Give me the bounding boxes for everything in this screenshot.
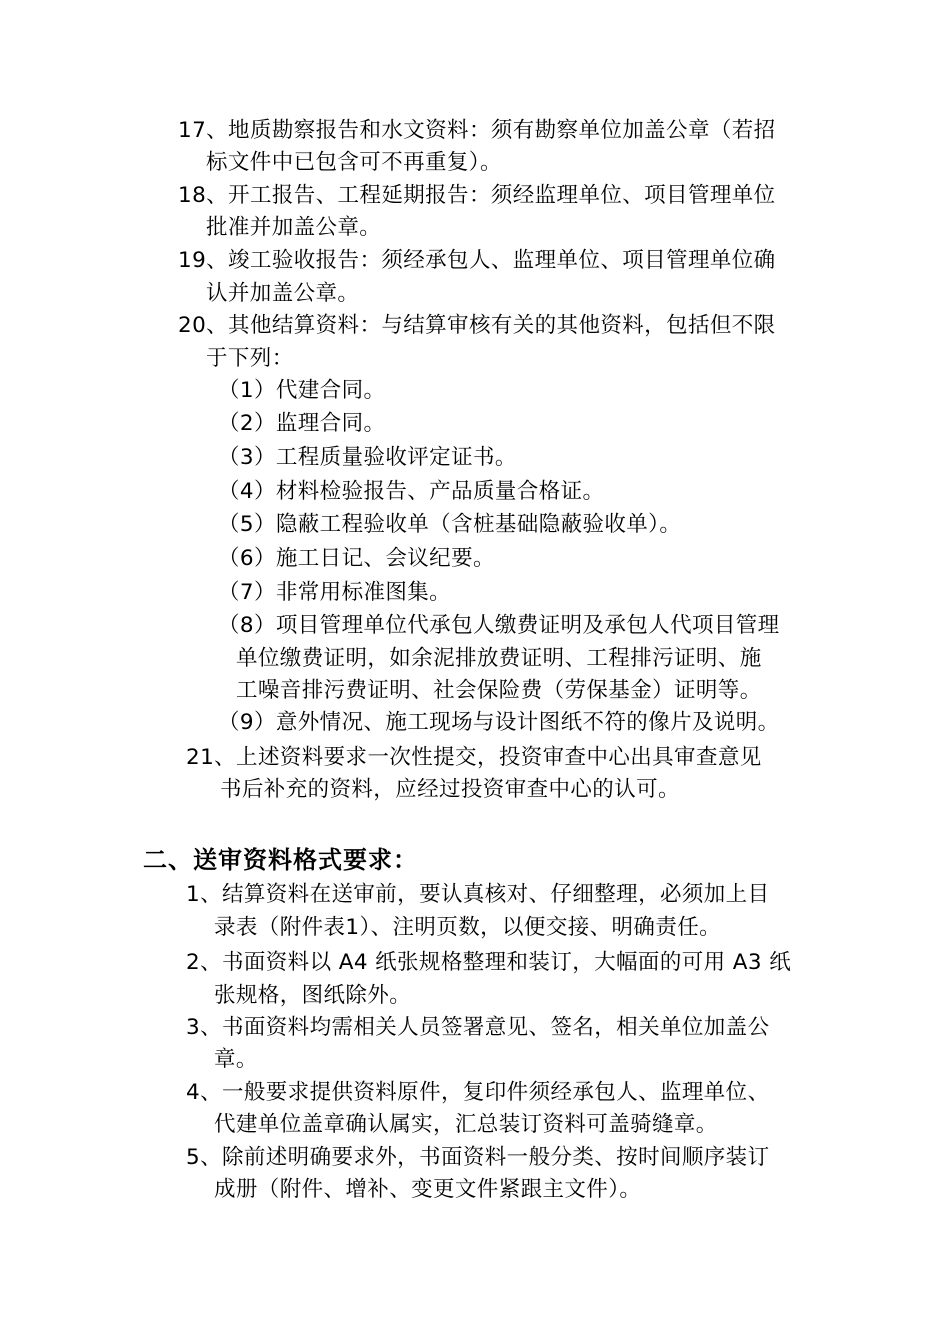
section-2-item-1-line-1: 1、结算资料在送审前，要认真核对、仔细整理，必须加上目 [186,882,770,907]
item-20-sub-9: （9）意外情况、施工现场与设计图纸不符的像片及说明。 [218,710,780,735]
section-2-item-4-line-1: 4、一般要求提供资料原件，复印件须经承包人、监理单位、 [186,1080,770,1105]
item-19-line-2: 认并加盖公章。 [206,281,360,306]
item-18-line-1: 18、开工报告、工程延期报告：须经监理单位、项目管理单位 [178,183,776,208]
item-20-sub-1: （1）代建合同。 [218,378,386,403]
section-2-heading: 二、送审资料格式要求： [143,846,418,874]
item-20-sub-5: （5）隐蔽工程验收单（含桩基础隐蔽验收单）。 [218,512,682,537]
section-2-item-1-line-2: 录表（附件表1）、注明页数，以便交接、明确责任。 [214,915,722,940]
section-2-item-5-line-1: 5、除前述明确要求外，书面资料一般分类、按时间顺序装订 [186,1145,770,1170]
item-20-line-2: 于下列： [206,346,294,371]
item-20-sub-3: （3）工程质量验收评定证书。 [218,445,517,470]
section-2-item-4-line-2: 代建单位盖章确认属实，汇总装订资料可盖骑缝章。 [214,1112,718,1137]
section-2-item-2-line-2: 张规格，图纸除外。 [214,983,412,1008]
item-20-sub-6: （6）施工日记、会议纪要。 [218,546,495,571]
item-21-line-2: 书后补充的资料，应经过投资审查中心的认可。 [220,777,680,802]
item-18-line-2: 批准并加盖公章。 [206,215,382,240]
section-2-item-5-line-2: 成册（附件、增补、变更文件紧跟主文件）。 [214,1177,642,1202]
item-17-line-2: 标文件中已包含可不再重复）。 [206,150,502,175]
section-2-item-2-line-1: 2、书面资料以 A4 纸张规格整理和装订，大幅面的可用 A3 纸 [186,950,792,975]
item-20-line-1: 20、其他结算资料：与结算审核有关的其他资料，包括但不限 [178,313,776,338]
item-20-sub-2: （2）监理合同。 [218,411,386,436]
item-20-sub-8-line-2: 单位缴费证明，如余泥排放费证明、工程排污证明、施 [236,646,762,671]
item-20-sub-4: （4）材料检验报告、产品质量合格证。 [218,479,605,504]
section-2-item-3-line-2: 章。 [214,1047,258,1072]
item-19-line-1: 19、竣工验收报告：须经承包人、监理单位、项目管理单位确 [178,248,776,273]
item-21-line-1: 21、上述资料要求一次性提交，投资审查中心出具审查意见 [186,745,762,770]
section-2-item-3-line-1: 3、书面资料均需相关人员签署意见、签名，相关单位加盖公 [186,1015,770,1040]
item-17-line-1: 17、地质勘察报告和水文资料：须有勘察单位加盖公章（若招 [178,118,776,143]
item-20-sub-7: （7）非常用标准图集。 [218,580,452,605]
item-20-sub-8-line-1: （8）项目管理单位代承包人缴费证明及承包人代项目管理 [218,613,780,638]
item-20-sub-8-line-3: 工噪音排污费证明、社会保险费（劳保基金）证明等。 [236,678,762,703]
